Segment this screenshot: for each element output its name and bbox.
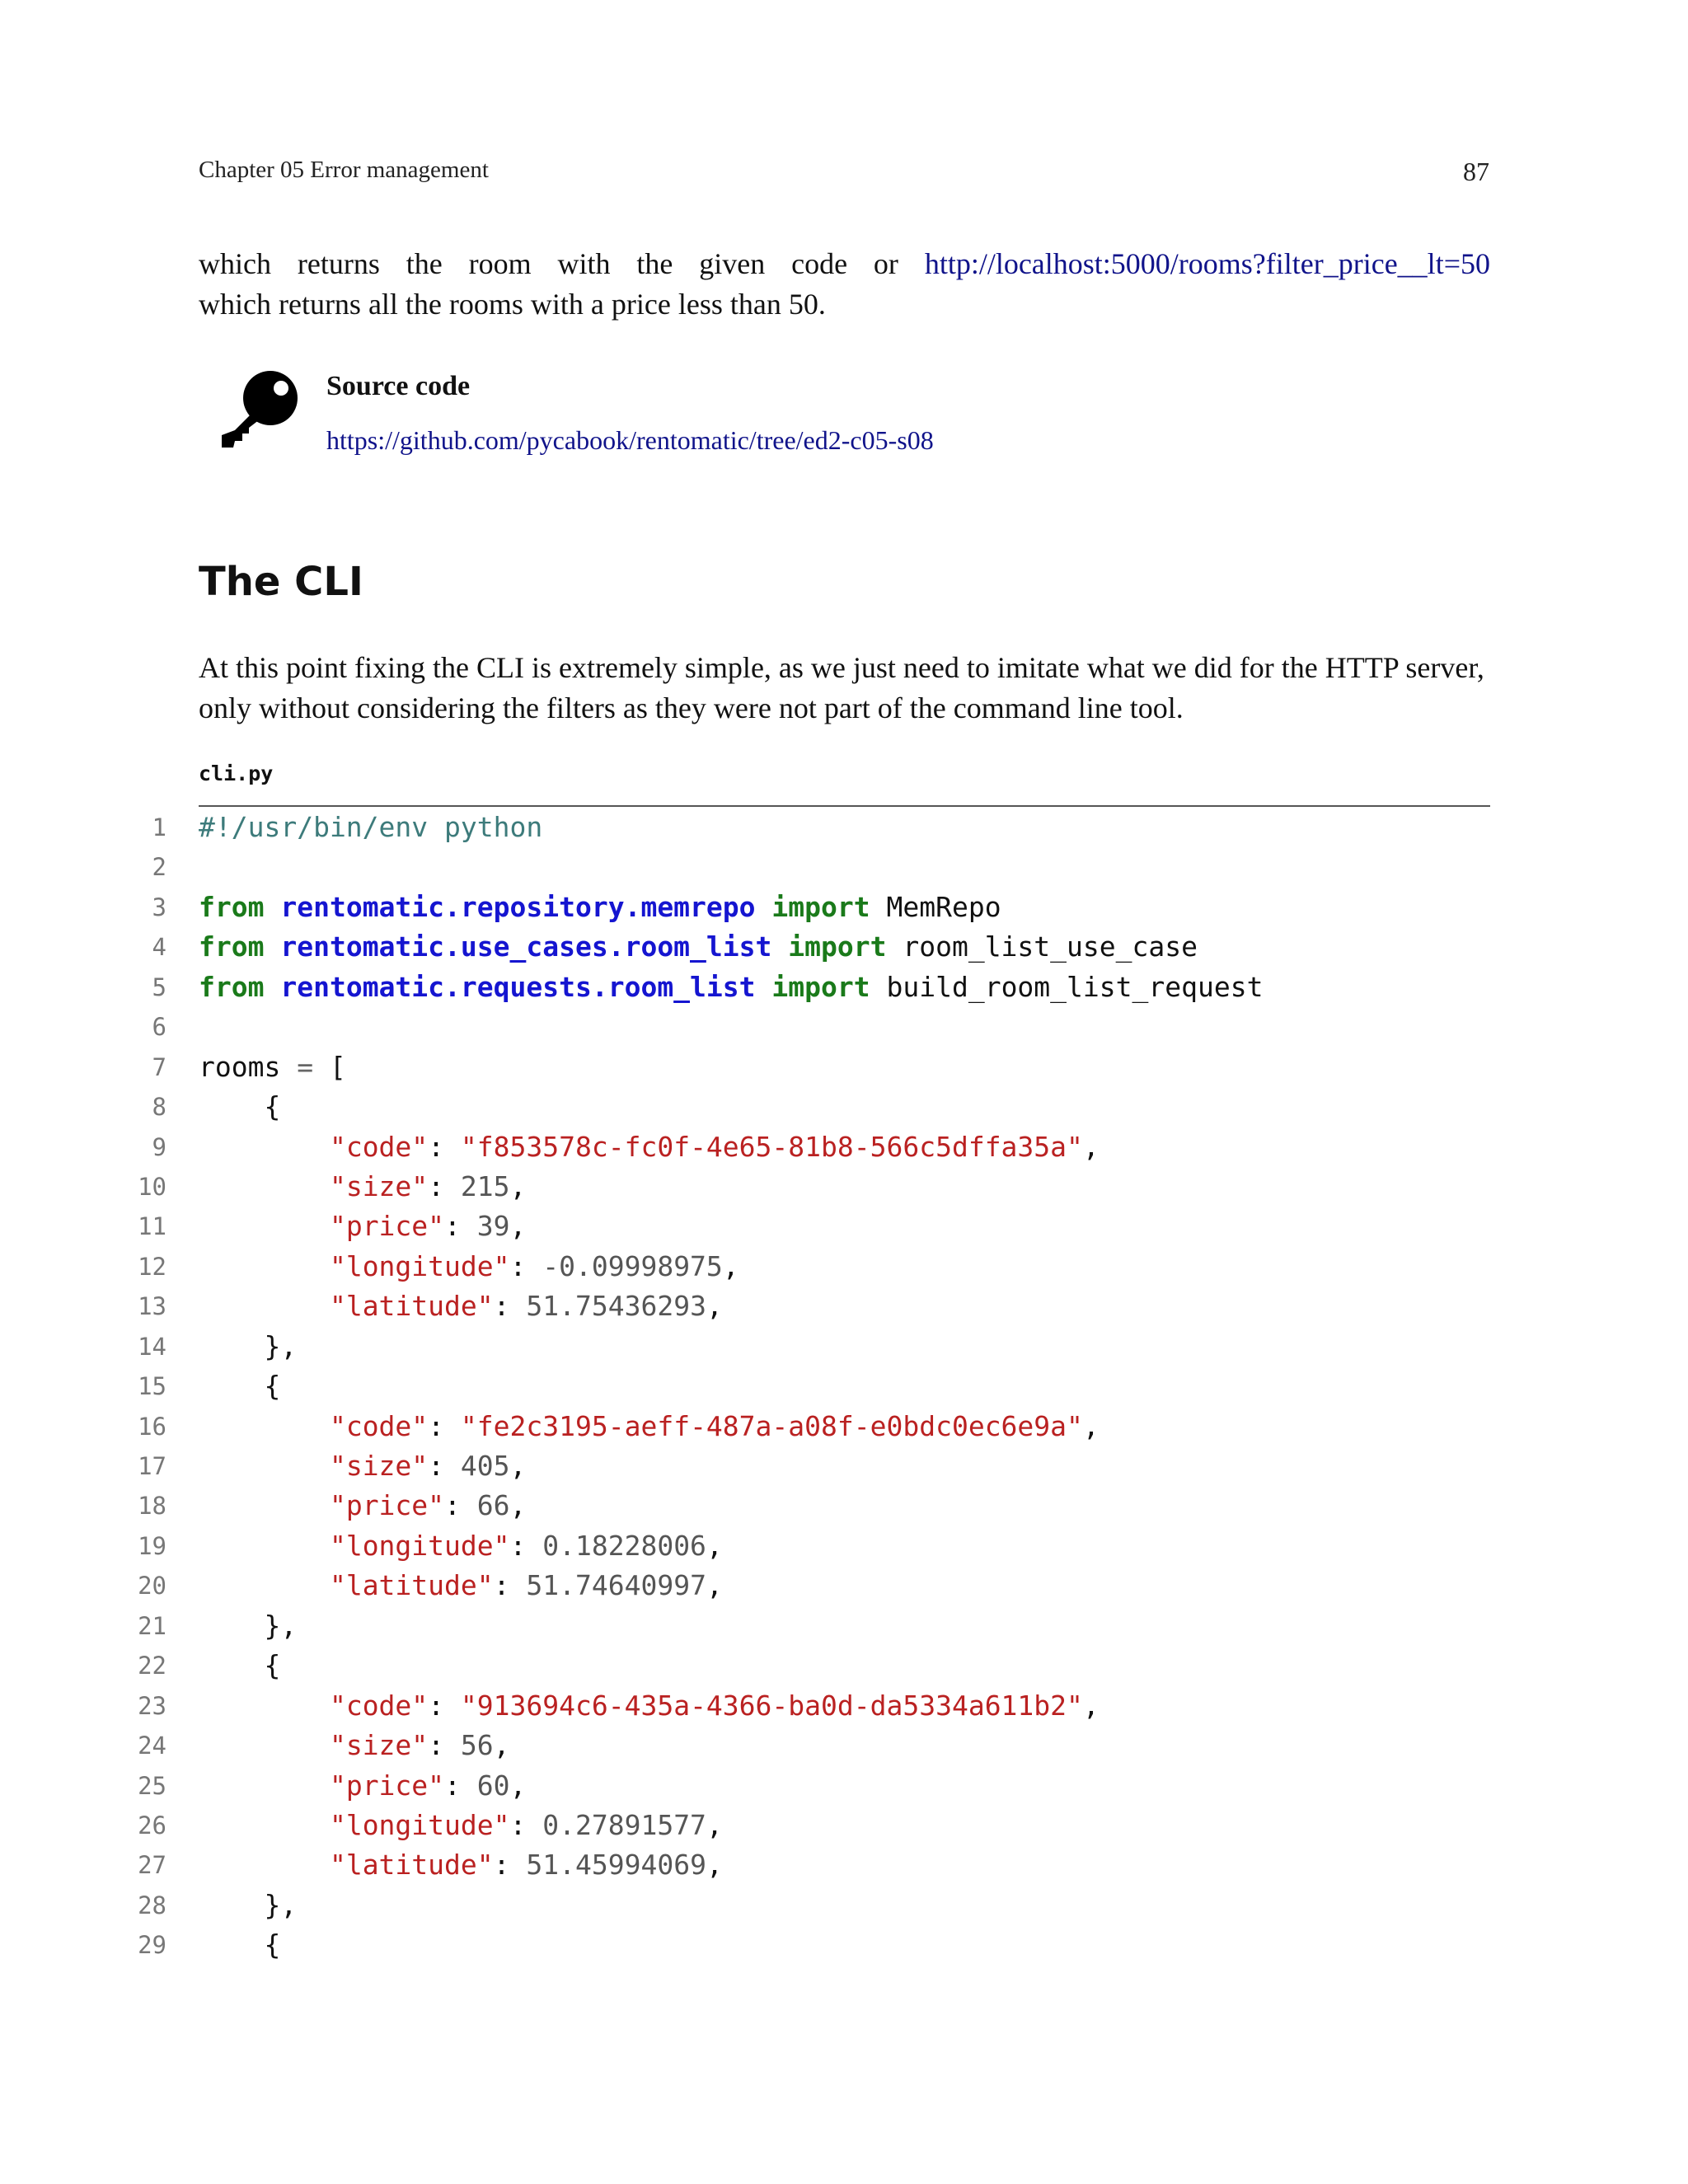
- code-token: -0.09998975: [542, 1249, 723, 1282]
- line-number: 26: [138, 1811, 166, 1840]
- code-token: [199, 1410, 330, 1442]
- code-token: import: [771, 890, 870, 923]
- code-line: [124, 1087, 1525, 1127]
- code-token: 56: [460, 1729, 494, 1762]
- line-number: 15: [138, 1372, 166, 1401]
- line-number: 14: [138, 1332, 166, 1361]
- code-token: "longitude": [329, 1249, 510, 1282]
- intro-paragraph: [199, 244, 1490, 325]
- code-token: "size": [329, 1169, 429, 1202]
- code-token: [264, 971, 280, 1003]
- code-token: [264, 891, 280, 923]
- code-token: ,: [706, 1569, 723, 1602]
- code-text: [199, 1726, 510, 1765]
- code-token: from: [199, 970, 265, 1003]
- code-token: {: [199, 1649, 281, 1682]
- code-token: "code": [329, 1409, 429, 1442]
- code-token: [: [313, 1050, 346, 1083]
- code-token: ,: [706, 1808, 723, 1841]
- line-number: 8: [152, 1093, 166, 1122]
- code-token: :: [444, 1489, 477, 1522]
- line-number: 27: [138, 1851, 166, 1880]
- code-line: [124, 1286, 1525, 1326]
- code-token: [199, 1170, 330, 1202]
- code-token: [264, 930, 280, 963]
- code-token: :: [428, 1130, 461, 1163]
- code-token: "price": [329, 1769, 445, 1802]
- line-number: 13: [138, 1292, 166, 1321]
- code-token: from: [199, 890, 265, 923]
- intro-line-1: [199, 244, 1490, 284]
- code-text: [199, 1806, 723, 1845]
- code-token: [199, 1849, 330, 1881]
- code-text: [199, 1766, 526, 1806]
- code-token: build_room_list_request: [870, 970, 1264, 1003]
- code-token: "size": [329, 1729, 429, 1762]
- code-text: [199, 1446, 526, 1486]
- code-line: [124, 1726, 1525, 1765]
- code-token: "price": [329, 1489, 445, 1522]
- code-line: [124, 1247, 1525, 1286]
- intro-text: which returns the room with the given code or: [199, 247, 925, 280]
- code-text: [199, 1327, 297, 1366]
- code-line: [124, 1127, 1525, 1167]
- line-number: 7: [152, 1052, 166, 1081]
- code-token: {: [199, 1929, 281, 1961]
- code-token: [199, 1809, 330, 1841]
- code-text: [199, 888, 1001, 927]
- code-token: "913694c6-435a-4366-ba0d-da5334a611b2": [460, 1689, 1083, 1722]
- code-token: ,: [1082, 1130, 1100, 1163]
- code-line: [124, 847, 1525, 887]
- code-token: =: [297, 1050, 314, 1083]
- line-number: 17: [138, 1452, 166, 1480]
- code-line: [124, 1207, 1525, 1246]
- line-number: 3: [152, 893, 166, 921]
- code-token: :: [493, 1849, 527, 1882]
- code-token: "code": [329, 1130, 429, 1163]
- line-number: 20: [138, 1572, 166, 1601]
- code-token: },: [199, 1609, 298, 1642]
- line-number: 29: [138, 1931, 166, 1960]
- code-text: [199, 1686, 1100, 1726]
- intro-line-2: which returns all the rooms with a price less than 50.: [199, 288, 826, 321]
- code-text: [199, 1526, 723, 1566]
- code-token: "longitude": [329, 1808, 510, 1841]
- code-token: :: [509, 1529, 543, 1562]
- line-number: 1: [152, 813, 166, 841]
- code-text: [199, 968, 1263, 1007]
- code-token: :: [428, 1729, 461, 1762]
- line-number: 4: [152, 933, 166, 962]
- code-token: "size": [329, 1450, 429, 1482]
- code-token: "price": [329, 1210, 445, 1243]
- code-token: :: [428, 1169, 461, 1202]
- code-text: [199, 1247, 739, 1286]
- chapter-title: Chapter 05 Error management: [199, 157, 489, 183]
- code-token: ,: [706, 1290, 723, 1323]
- code-token: "code": [329, 1689, 429, 1722]
- code-token: :: [444, 1769, 477, 1802]
- code-token: rentomatic.repository.memrepo: [280, 890, 756, 923]
- code-token: "f853578c-fc0f-4e65-81b8-566c5dffa35a": [460, 1130, 1083, 1163]
- code-token: :: [509, 1808, 543, 1841]
- code-line: [124, 1606, 1525, 1646]
- code-token: ,: [1082, 1689, 1100, 1722]
- code-token: rentomatic.use_cases.room_list: [280, 930, 772, 963]
- code-token: "latitude": [329, 1290, 494, 1323]
- code-line: [124, 1886, 1525, 1925]
- code-line: [124, 927, 1525, 967]
- code-token: [199, 1250, 330, 1282]
- line-number: 25: [138, 1771, 166, 1800]
- code-line: [124, 1167, 1525, 1207]
- code-token: },: [199, 1888, 298, 1921]
- code-line: [124, 808, 1525, 847]
- code-token: 51.75436293: [526, 1290, 706, 1323]
- code-line: [124, 888, 1525, 927]
- code-token: :: [444, 1210, 477, 1243]
- line-number: 21: [138, 1611, 166, 1640]
- code-token: ,: [706, 1529, 723, 1562]
- code-token: ,: [509, 1210, 527, 1243]
- line-number: 9: [152, 1132, 166, 1161]
- code-token: ,: [706, 1849, 723, 1882]
- line-number: 18: [138, 1492, 166, 1521]
- code-text: [199, 1886, 297, 1925]
- code-line: [124, 1486, 1525, 1526]
- page-number: 87: [1463, 157, 1489, 186]
- code-line: [124, 1925, 1525, 1965]
- code-token: ,: [493, 1729, 510, 1762]
- code-line: [124, 1566, 1525, 1605]
- code-line: [124, 1686, 1525, 1726]
- code-token: [199, 1489, 330, 1521]
- code-token: "fe2c3195-aeff-487a-a08f-e0bdc0ec6e9a": [460, 1409, 1083, 1442]
- code-text: [199, 1047, 346, 1087]
- code-token: ,: [722, 1249, 739, 1282]
- code-line: [124, 1007, 1525, 1047]
- code-token: "longitude": [329, 1529, 510, 1562]
- code-token: [199, 1210, 330, 1242]
- code-token: rentomatic.requests.room_list: [280, 970, 756, 1003]
- code-token: {: [199, 1370, 281, 1403]
- code-token: [199, 1569, 330, 1601]
- code-token: [199, 1530, 330, 1562]
- code-token: ,: [1082, 1409, 1100, 1442]
- line-number: 5: [152, 972, 166, 1001]
- code-text: [199, 808, 542, 847]
- code-text: [199, 1127, 1100, 1167]
- code-text: [199, 1646, 280, 1685]
- code-token: 0.27891577: [542, 1808, 706, 1841]
- code-token: import: [771, 970, 870, 1003]
- code-token: 51.74640997: [526, 1569, 706, 1602]
- code-filename: cli.py: [199, 762, 274, 785]
- code-text: [199, 927, 1198, 967]
- code-line: [124, 968, 1525, 1007]
- code-text: [199, 1087, 280, 1127]
- code-divider: [199, 805, 1490, 807]
- code-line: [124, 1766, 1525, 1806]
- line-number: 23: [138, 1691, 166, 1720]
- source-code-callout: [199, 354, 1105, 470]
- code-token: ,: [509, 1489, 527, 1522]
- code-token: ,: [509, 1169, 527, 1202]
- line-number: 12: [138, 1252, 166, 1281]
- code-token: import: [788, 930, 887, 963]
- line-number: 28: [138, 1891, 166, 1919]
- code-token: },: [199, 1329, 298, 1362]
- code-token: {: [199, 1090, 281, 1123]
- code-token: [199, 1690, 330, 1722]
- running-header: [199, 157, 1489, 190]
- code-line: [124, 1327, 1525, 1366]
- code-line: [124, 1407, 1525, 1446]
- line-number: 11: [138, 1212, 166, 1241]
- code-token: 405: [460, 1450, 510, 1482]
- code-token: #!/usr/bin/env python: [199, 811, 543, 843]
- code-token: [199, 1769, 330, 1802]
- code-token: 39: [476, 1210, 510, 1243]
- code-token: :: [493, 1569, 527, 1602]
- code-text: [199, 1366, 280, 1406]
- code-token: [199, 1450, 330, 1482]
- code-text: [199, 1167, 526, 1207]
- code-text: [199, 1566, 723, 1605]
- code-token: room_list_use_case: [886, 930, 1198, 963]
- code-line: [124, 1845, 1525, 1885]
- code-token: ,: [509, 1450, 527, 1482]
- code-token: [199, 1131, 330, 1163]
- code-token: from: [199, 930, 265, 963]
- localhost-filter-link[interactable]: http://localhost:5000/rooms?filter_price__lt=50: [924, 247, 1490, 280]
- code-token: [199, 1290, 330, 1322]
- code-token: 215: [460, 1169, 510, 1202]
- code-line: [124, 1446, 1525, 1486]
- code-text: [199, 1845, 723, 1885]
- code-token: MemRepo: [870, 890, 1001, 923]
- code-token: 0.18228006: [542, 1529, 706, 1562]
- line-number: 6: [152, 1013, 166, 1042]
- code-token: rooms: [199, 1050, 298, 1083]
- code-line: [124, 1806, 1525, 1845]
- line-number: 24: [138, 1732, 166, 1760]
- code-text: [199, 1286, 723, 1326]
- source-code-title: Source code: [326, 371, 471, 401]
- line-number: 2: [152, 853, 166, 882]
- code-token: [756, 891, 772, 923]
- section-paragraph: At this point fixing the CLI is extremely simple, as we just need to imitate what we did for the HTTP server, only without considering the filters as they were not part of the command line tool.: [199, 651, 1484, 724]
- code-token: [199, 1729, 330, 1761]
- code-token: ,: [509, 1769, 527, 1802]
- code-line: [124, 1366, 1525, 1406]
- code-token: [771, 930, 788, 963]
- code-token: :: [428, 1409, 461, 1442]
- code-text: [199, 1606, 297, 1646]
- code-token: 66: [476, 1489, 510, 1522]
- code-token: :: [493, 1290, 527, 1323]
- line-number: 19: [138, 1531, 166, 1560]
- section-heading: The CLI: [199, 559, 363, 605]
- code-token: :: [509, 1249, 543, 1282]
- code-token: :: [428, 1689, 461, 1722]
- code-line: [124, 1526, 1525, 1566]
- line-number: 10: [138, 1172, 166, 1201]
- code-token: [756, 971, 772, 1003]
- code-token: 51.45994069: [526, 1849, 706, 1882]
- code-text: [199, 1407, 1100, 1446]
- code-listing: [124, 808, 1525, 1966]
- code-text: [199, 1207, 526, 1246]
- github-source-link[interactable]: https://github.com/pycabook/rentomatic/tree/ed2-c05-s08: [326, 425, 934, 455]
- code-token: "latitude": [329, 1849, 494, 1882]
- code-line: [124, 1646, 1525, 1685]
- code-token: :: [428, 1450, 461, 1482]
- code-text: [199, 1925, 280, 1965]
- code-text: [199, 1486, 526, 1526]
- line-number: 16: [138, 1412, 166, 1441]
- line-number: 22: [138, 1652, 166, 1680]
- code-line: [124, 1047, 1525, 1087]
- code-token: "latitude": [329, 1569, 494, 1602]
- key-icon: [215, 363, 306, 462]
- code-token: 60: [476, 1769, 510, 1802]
